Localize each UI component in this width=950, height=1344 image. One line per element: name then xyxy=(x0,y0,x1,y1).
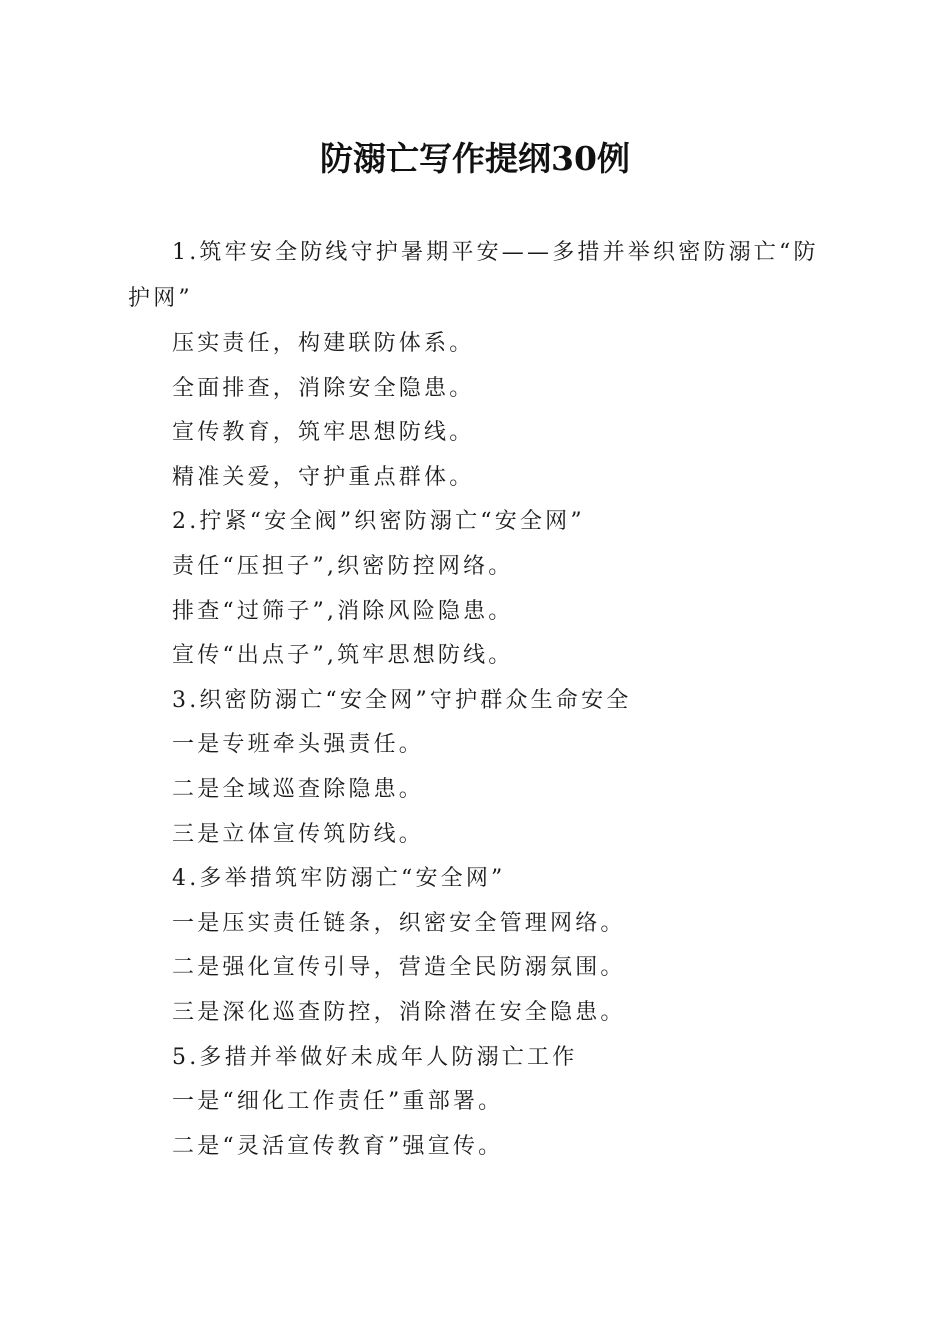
heading-item-5: 5.多措并举做好未成年人防溺亡工作 xyxy=(172,1044,578,1070)
paragraph: 宣传教育，筑牢思想防线。 xyxy=(172,420,475,446)
paragraph: 宣传“出点子”,筑牢思想防线。 xyxy=(172,643,514,669)
paragraph: 三是深化巡查防控，消除潜在安全隐患。 xyxy=(172,999,626,1025)
paragraph: 精准关爱，守护重点群体。 xyxy=(172,464,475,490)
paragraph: 二是强化宣传引导，营造全民防溺氛围。 xyxy=(172,955,626,981)
heading-item-1: 1.筑牢安全防线守护暑期平安——多措并举织密防溺亡“防护网” xyxy=(128,240,819,311)
document-body xyxy=(128,230,828,1169)
paragraph: 一是“细化工作责任”重部署。 xyxy=(172,1089,504,1115)
heading-item-2: 2.拧紧“安全阀”织密防溺亡“安全网” xyxy=(172,509,585,535)
paragraph: 排查“过筛子”,消除风险隐患。 xyxy=(172,598,514,624)
paragraph: 责任“压担子”,织密防控网络。 xyxy=(172,553,514,579)
paragraph: 全面排查，消除安全隐患。 xyxy=(172,375,475,401)
paragraph: 三是立体宣传筑防线。 xyxy=(172,821,425,847)
document-title: 防溺亡写作提纲30例 xyxy=(320,139,630,178)
heading-item-3: 3.织密防溺亡“安全网”守护群众生命安全 xyxy=(172,687,632,713)
paragraph: 一是专班牵头强责任。 xyxy=(172,732,425,758)
paragraph: 二是“灵活宣传教育”强宣传。 xyxy=(172,1133,504,1159)
paragraph: 一是压实责任链条，织密安全管理网络。 xyxy=(172,910,626,936)
paragraph: 二是全域巡查除隐患。 xyxy=(172,776,425,802)
heading-item-4: 4.多举措筑牢防溺亡“安全网” xyxy=(172,866,506,892)
paragraph: 压实责任，构建联防体系。 xyxy=(172,331,475,356)
